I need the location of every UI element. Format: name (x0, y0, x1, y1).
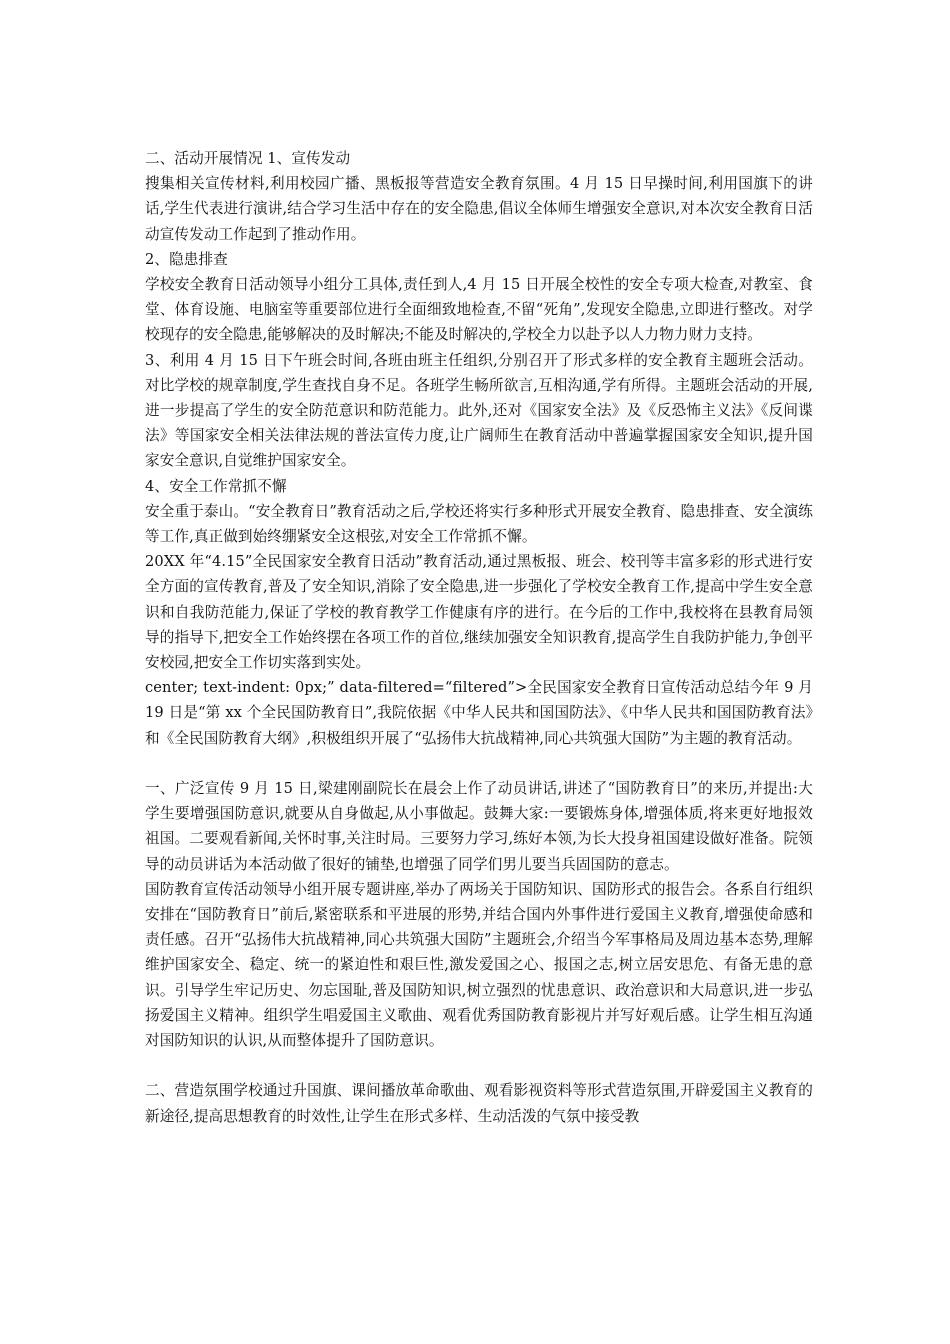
paragraph-hazard-check: 学校安全教育日活动领导小组分工具体,责任到人,4 月 15 日开展全校性的安全专项大检查,对教室、食堂、体育设施、电脑室等重要部位进行全面细致地检查,不留“死角”,发现安全隐患,立即进行整改。对学校现存的安全隐患,能够解决的及时解决;不能及时解决的,学校全力以赴予以人力物力财力支持。 (145, 276, 813, 344)
paragraph-summary: 20XX 年“4.15”全民国家安全教育日活动”教育活动,通过黑板报、班会、校刊等丰富多彩的形式进行安全方面的宣传教育,普及了安全知识,消除了安全隐患,进一步强化了学校安全教育工作,提高中学生安全意识和自我防范能力,保证了学校的教育教学工作健康有序的进行。在今后的工作中,我校将在县教育局领导的指导下,把安全工作始终摆在各项工作的首位,继续加强安全知识教育,提高学生自我防护能力,争创平安校园,把安全工作切实落到实处。 (145, 553, 813, 672)
paragraph-class-meeting: 3、利用 4 月 15 日下午班会时间,各班由班主任组织,分别召开了形式多样的安全教育主题班会活动。对比学校的规章制度,学生查找自身不足。各班学生畅所欲言,互相沟通,学有所得。主题班会活动的开展,进一步提高了学生的安全防范意识和防范能力。此外,还对《国家安全法》及《反恐怖主义法》《反间谍法》等国家安全相关法律法规的普法宣传力度,让广阔师生在教育活动中普遍掌握国家安全知识,提升国家安全意识,自觉维护国家安全。 (145, 351, 813, 470)
paragraph-safety-work: 安全重于泰山。“安全教育日”教育活动之后,学校还将实行多种形式开展安全教育、隐患排查、安全演练等工作,真正做到始终绷紧安全这根弦,对安全工作常抓不懈。 (145, 502, 813, 546)
paragraph-spacer (145, 751, 813, 776)
paragraph-defense-day: center; text-indent: 0px;” data-filtered=“filtered”>全民国家安全教育日宣传活动总结今年 9 月 19 日是“第 xx 个全民国防教育日”,我院依据《中华人民共和国国防法》、《中华人民共和国国防教育法》和《全民国防教育大纲》,积极组织开展了“弘扬伟大抗战精神,同心共筑强大国防”为主题的教育活动。 (145, 679, 813, 747)
section-heading-activities: 二、活动开展情况 1、宣传发动 (145, 150, 351, 167)
paragraph-publicity: 搜集相关宣传材料,利用校园广播、黑板报等营造安全教育氛围。4 月 15 日早操时间,利用国旗下的讲话,学生代表进行演讲,结合学习生活中存在的安全隐患,倡议全体师生增强安全意识,对本次安全教育日活动宣传发动工作起到了推动作用。 (145, 175, 813, 243)
paragraph-atmosphere: 二、营造氛围学校通过升国旗、课间播放革命歌曲、观看影视资料等形式营造氛围,开辟爱国主义教育的新途径,提高思想教育的时效性,让学生在形式多样、生动活泼的气氛中接受教 (145, 1082, 813, 1125)
paragraph-wide-publicity: 一、广泛宣传 9 月 15 日,梁建刚副院长在晨会上作了动员讲话,讲述了“国防教育日”的来历,并提出:大学生要增强国防意识,就要从自身做起,从小事做起。鼓舞大家:一要锻炼身体,增强体质,将来更好地报效祖国。二要观看新闻,关怀时事,关注时局。三要努力学习,练好本领,为长大投身祖国建设做好准备。院领导的动员讲话为本活动做了很好的铺垫,也增强了同学们男儿要当兵固国防的意志。 (145, 780, 813, 873)
paragraph-spacer (145, 1053, 813, 1078)
section-heading-hazard-check: 2、隐患排查 (145, 250, 228, 268)
paragraph-lectures: 国防教育宣传活动领导小组开展专题讲座,举办了两场关于国防知识、国防形式的报告会。各系自行组织安排在“国防教育日”前后,紧密联系和平进展的形势,并结合国内外事件进行爱国主义教育,增强使命感和责任感。召开“弘扬伟大抗战精神,同心共筑强大国防”主题班会,介绍当今军事格局及周边基本态势,理解维护国家安全、稳定、统一的紧迫性和艰巨性,激发爱国之心、报国之志,树立居安思危、有备无患的意识。引导学生牢记历史、勿忘国耻,普及国防知识,树立强烈的忧患意识、政治意识和大局意识,进一步弘扬爱国主义精神。组织学生唱爱国主义歌曲、观看优秀国防教育影视片并写好观后感。让学生相互沟通对国防知识的认识,从而整体提升了国防意识。 (145, 880, 813, 1050)
document-page (145, 146, 813, 1129)
section-heading-safety-work: 4、安全工作常抓不懈 (145, 477, 287, 495)
